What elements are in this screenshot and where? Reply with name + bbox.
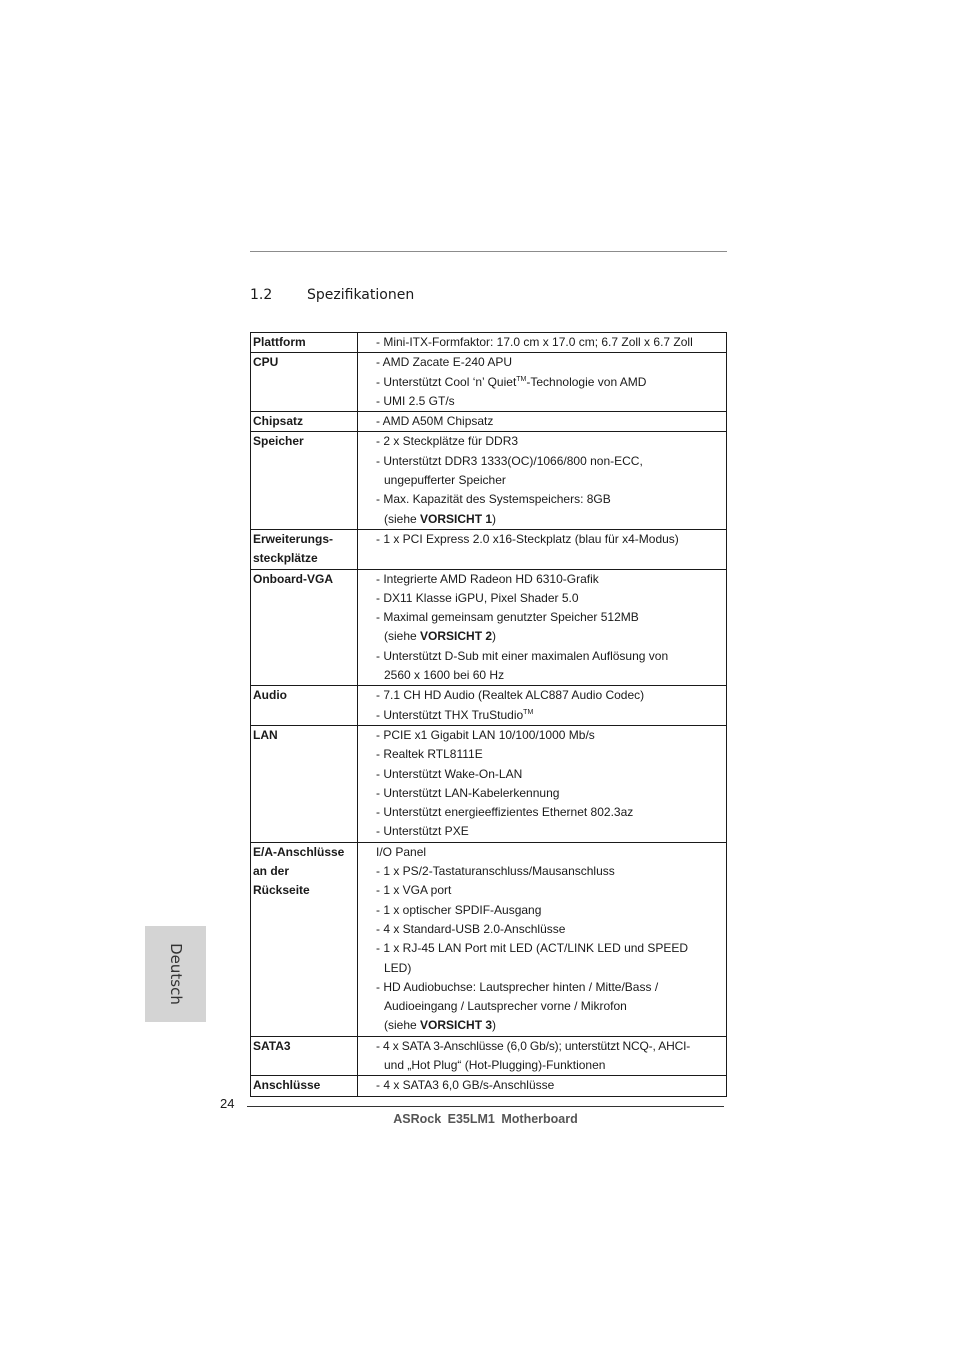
spec-label: Plattform	[253, 335, 306, 349]
section-number: 1.2	[250, 287, 273, 303]
footer-title: ASRock E35LM1 Motherboard	[393, 1112, 578, 1126]
spec-value-line	[376, 1056, 724, 1075]
spec-label: Speicher	[253, 434, 304, 449]
spec-value-line	[376, 666, 724, 685]
spec-row	[251, 569, 727, 686]
spec-value-line	[376, 881, 724, 900]
spec-value-text: - Unterstützt Cool ‘n’ Quiet	[376, 374, 517, 389]
section-title: Spezifikationen	[307, 287, 415, 303]
spec-value-text: - 1 x VGA port	[376, 883, 452, 898]
spec-value-line	[376, 589, 724, 608]
section-heading	[250, 287, 414, 303]
spec-value-line	[376, 530, 724, 549]
spec-label: CPU	[253, 355, 279, 370]
spec-row	[251, 686, 727, 726]
spec-label: Anschlüsse	[253, 1078, 321, 1093]
spec-value-text: - Unterstützt THX TruStudio	[376, 707, 524, 722]
spec-value-line	[376, 333, 724, 352]
spec-value-line	[376, 392, 724, 411]
spec-value-line	[376, 510, 724, 529]
spec-label-cell	[251, 569, 358, 686]
spec-value-cell	[358, 333, 727, 353]
spec-value-line	[376, 627, 724, 646]
spec-value-cell	[358, 725, 727, 842]
language-side-tab	[145, 926, 206, 1022]
spec-value-text: - HD Audiobuchse: Lautsprecher hinten / Mitte/Bass /	[376, 979, 659, 994]
spec-label: Audio	[253, 688, 287, 703]
spec-value-line	[376, 1076, 724, 1095]
spec-label-cell	[251, 333, 358, 353]
spec-label-cell	[251, 725, 358, 842]
spec-label-cell	[251, 529, 358, 569]
spec-value-suffix: )	[492, 1018, 497, 1033]
spec-value-cell	[358, 686, 727, 726]
spec-value-text: - Max. Kapazität des Systemspeichers: 8GB	[376, 492, 611, 507]
page-number: 24	[220, 1096, 235, 1111]
spec-label-cell	[251, 412, 358, 432]
spec-value-line	[376, 686, 724, 705]
spec-value-text: (siehe	[384, 1018, 421, 1033]
spec-value-line	[376, 1037, 724, 1056]
spec-value-line	[376, 978, 724, 997]
spec-value-line	[376, 570, 724, 589]
trademark-mark: TM	[523, 708, 534, 716]
spec-row	[251, 1076, 727, 1096]
spec-value-suffix: -Technologie von AMD	[526, 374, 647, 389]
spec-value-line	[376, 959, 724, 978]
spec-value-text: - 4 x SATA 3-Anschlüsse (6,0 Gb/s); unterstützt NCQ-, AHCI-	[376, 1038, 691, 1053]
spec-value-suffix: )	[492, 511, 497, 526]
spec-value-text: - 1 x PCI Express 2.0 x16-Steckplatz (blau für x4-Modus)	[376, 531, 679, 546]
spec-value-text: - Integrierte AMD Radeon HD 6310-Grafik	[376, 571, 599, 586]
spec-value-line	[376, 765, 724, 784]
spec-row	[251, 1036, 727, 1076]
spec-value-text: - 1 x RJ-45 LAN Port mit LED (ACT/LINK LED und SPEED	[376, 941, 689, 956]
spec-label-cell	[251, 1036, 358, 1076]
spec-value-line	[376, 452, 724, 471]
caution-reference: VORSICHT 1	[420, 511, 493, 526]
spec-value-text: Audioeingang / Lautsprecher vorne / Mikrofon	[384, 999, 627, 1014]
spec-value-text: - DX11 Klasse iGPU, Pixel Shader 5.0	[376, 590, 579, 605]
spec-label-cell	[251, 842, 358, 1036]
spec-value-line	[376, 373, 724, 392]
spec-value-line	[376, 432, 724, 451]
spec-value-line	[376, 647, 724, 666]
spec-value-text: - AMD A50M Chipsatz	[376, 414, 494, 429]
spec-value-text: - Realtek RTL8111E	[376, 747, 483, 762]
spec-value-text: - 2 x Steckplätze für DDR3	[376, 434, 519, 449]
spec-value-line	[376, 706, 724, 725]
spec-value-text: - 4 x SATA3 6,0 GB/s-Anschlüsse	[376, 1078, 555, 1093]
spec-value-cell	[358, 569, 727, 686]
spec-value-cell	[358, 529, 727, 569]
spec-value-line	[376, 726, 724, 745]
spec-value-line	[376, 412, 724, 431]
spec-value-cell	[358, 353, 727, 412]
spec-value-text: - Unterstützt D-Sub mit einer maximalen Auflösung von	[376, 648, 669, 663]
spec-value-text: - Unterstützt DDR3 1333(OC)/1066/800 non-ECC,	[376, 453, 643, 468]
spec-value-line	[376, 901, 724, 920]
caution-reference: VORSICHT 3	[420, 1018, 493, 1033]
spec-label: an der	[253, 864, 290, 879]
spec-value-text: und „Hot Plug“ (Hot-Plugging)-Funktionen	[384, 1057, 606, 1072]
spec-value-cell	[358, 842, 727, 1036]
spec-value-line	[376, 784, 724, 803]
spec-value-line	[376, 997, 724, 1016]
spec-row	[251, 432, 727, 529]
spec-value-text: - Unterstützt energieeffizientes Ethernet 802.3az	[376, 805, 634, 820]
top-divider	[250, 251, 727, 252]
spec-label-cell	[251, 353, 358, 412]
spec-label-cell	[251, 1076, 358, 1096]
spec-value-line	[376, 843, 724, 862]
spec-value-line	[376, 745, 724, 764]
spec-value-cell	[358, 412, 727, 432]
spec-value-line	[376, 471, 724, 490]
spec-value-text: - 1 x PS/2-Tastaturanschluss/Mausanschluss	[376, 864, 615, 879]
spec-value-line	[376, 608, 724, 627]
spec-value-text: - 1 x optischer SPDIF-Ausgang	[376, 902, 542, 917]
spec-value-text: (siehe	[384, 511, 421, 526]
spec-value-cell	[358, 1036, 727, 1076]
spec-value-text: ungepufferter Speicher	[384, 473, 506, 488]
spec-label: E/A-Anschlüsse	[253, 844, 345, 859]
spec-value-line	[376, 490, 724, 509]
specification-table	[250, 332, 727, 1097]
spec-label: Erweiterungs-	[253, 531, 334, 546]
spec-value-text: LED)	[384, 960, 412, 975]
spec-value-text: - AMD Zacate E-240 APU	[376, 355, 513, 370]
spec-row	[251, 412, 727, 432]
spec-value-text: - 4 x Standard-USB 2.0-Anschlüsse	[376, 921, 566, 936]
spec-label-cell	[251, 686, 358, 726]
spec-value-text: - PCIE x1 Gigabit LAN 10/100/1000 Mb/s	[376, 727, 595, 742]
side-tab-label: Deutsch	[166, 943, 185, 1005]
spec-value-line	[376, 1016, 724, 1035]
spec-value-line	[376, 822, 724, 841]
spec-value-text: - Unterstützt Wake-On-LAN	[376, 766, 523, 781]
spec-value-text: - Unterstützt PXE	[376, 824, 469, 839]
caution-reference: VORSICHT 2	[420, 629, 493, 644]
spec-value-text: 2560 x 1600 bei 60 Hz	[384, 668, 505, 683]
spec-row	[251, 333, 727, 353]
spec-label: SATA3	[253, 1038, 291, 1053]
footer-divider	[247, 1106, 724, 1107]
spec-label-cell	[251, 432, 358, 529]
spec-value-cell	[358, 1076, 727, 1096]
trademark-mark: TM	[516, 375, 527, 383]
spec-value-text: - 7.1 CH HD Audio (Realtek ALC887 Audio Codec)	[376, 688, 645, 703]
spec-value-line	[376, 920, 724, 939]
spec-value-line	[376, 353, 724, 372]
spec-value-line	[376, 803, 724, 822]
spec-label: LAN	[253, 727, 278, 742]
spec-value-text: - Maximal gemeinsam genutzter Speicher 512MB	[376, 610, 639, 625]
spec-value-text: I/O Panel	[376, 844, 427, 859]
spec-label: Onboard-VGA	[253, 571, 333, 586]
spec-value-text: - Mini-ITX-Formfaktor: 17.0 cm x 17.0 cm; 6.7 Zoll x 6.7 Zoll	[376, 335, 693, 349]
spec-value-suffix: )	[492, 629, 497, 644]
spec-value-cell	[358, 432, 727, 529]
spec-row	[251, 842, 727, 1036]
spec-label: Chipsatz	[253, 414, 304, 429]
spec-value-line	[376, 939, 724, 958]
spec-value-text: - Unterstützt LAN-Kabelerkennung	[376, 785, 560, 800]
spec-label: steckplätze	[253, 551, 318, 566]
spec-value-text: (siehe	[384, 629, 421, 644]
spec-label: Rückseite	[253, 883, 310, 898]
spec-row	[251, 725, 727, 842]
spec-value-text: - UMI 2.5 GT/s	[376, 393, 455, 408]
spec-value-line	[376, 862, 724, 881]
spec-row	[251, 529, 727, 569]
spec-row	[251, 353, 727, 412]
